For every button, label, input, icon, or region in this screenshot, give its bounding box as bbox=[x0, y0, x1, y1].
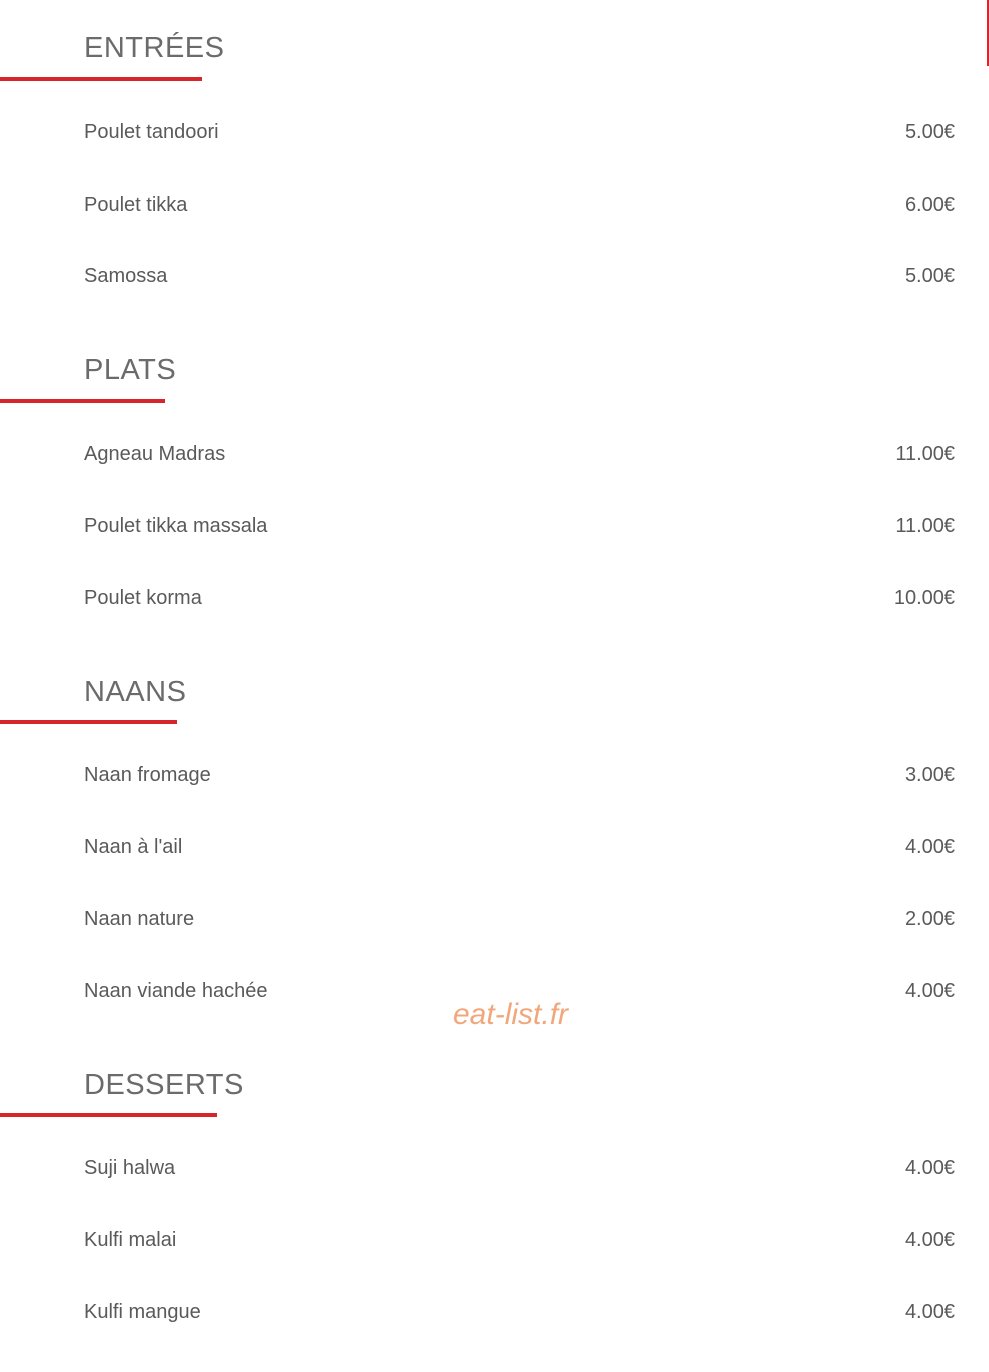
menu-item-name: Poulet tikka bbox=[84, 194, 188, 216]
section-underline bbox=[0, 399, 165, 403]
menu-item-name: Samossa bbox=[84, 265, 168, 287]
menu-item-price: 10.00€ bbox=[893, 587, 955, 609]
section-underline bbox=[0, 77, 202, 81]
menu-item bbox=[84, 1297, 955, 1327]
section-title: PLATS bbox=[84, 354, 177, 386]
section-title: DESSERTS bbox=[84, 1069, 244, 1101]
menu-item-price: 5.00€ bbox=[904, 265, 955, 287]
menu-item-name: Kulfi malai bbox=[84, 1229, 177, 1251]
menu-item bbox=[84, 439, 955, 469]
menu-item-price: 5.00€ bbox=[904, 121, 955, 143]
menu-item bbox=[84, 190, 955, 220]
menu-item-price: 11.00€ bbox=[895, 515, 955, 537]
menu-item bbox=[84, 760, 955, 790]
menu-item bbox=[84, 117, 955, 147]
menu-item-price: 4.00€ bbox=[904, 1229, 955, 1251]
menu-item-price: 4.00€ bbox=[904, 1301, 955, 1323]
section-title: NAANS bbox=[84, 676, 187, 708]
section-underline bbox=[0, 720, 177, 724]
menu-item bbox=[84, 1225, 955, 1255]
menu-item-name: Agneau Madras bbox=[84, 443, 226, 465]
menu-item-name: Kulfi mangue bbox=[84, 1301, 201, 1323]
menu-item bbox=[84, 583, 955, 613]
menu-item-name: Naan à l'ail bbox=[84, 836, 183, 858]
section-underline bbox=[0, 1113, 217, 1117]
menu-item-name: Suji halwa bbox=[84, 1157, 176, 1179]
menu-item-name: Naan nature bbox=[84, 908, 195, 930]
menu-item bbox=[84, 261, 955, 291]
section-title: ENTRÉES bbox=[84, 32, 225, 64]
menu-item-price: 2.00€ bbox=[904, 908, 955, 930]
menu-item-name: Poulet tikka massala bbox=[84, 515, 268, 537]
menu-item bbox=[84, 904, 955, 934]
menu-item-price: 4.00€ bbox=[904, 836, 955, 858]
menu-item-price: 11.00€ bbox=[895, 443, 955, 465]
menu-item-name: Naan fromage bbox=[84, 764, 211, 786]
menu-item-price: 6.00€ bbox=[904, 194, 955, 216]
menu-item-price: 4.00€ bbox=[904, 1157, 955, 1179]
watermark: eat-list.fr bbox=[453, 998, 569, 1031]
menu-item-name: Naan viande hachée bbox=[84, 980, 268, 1002]
menu-item-price: 3.00€ bbox=[904, 764, 955, 786]
menu-item-name: Poulet korma bbox=[84, 587, 202, 609]
menu-item bbox=[84, 1153, 955, 1183]
menu-item-name: Poulet tandoori bbox=[84, 121, 219, 143]
menu-item bbox=[84, 511, 955, 541]
menu-item bbox=[84, 832, 955, 862]
menu-item-price: 4.00€ bbox=[904, 980, 955, 1002]
